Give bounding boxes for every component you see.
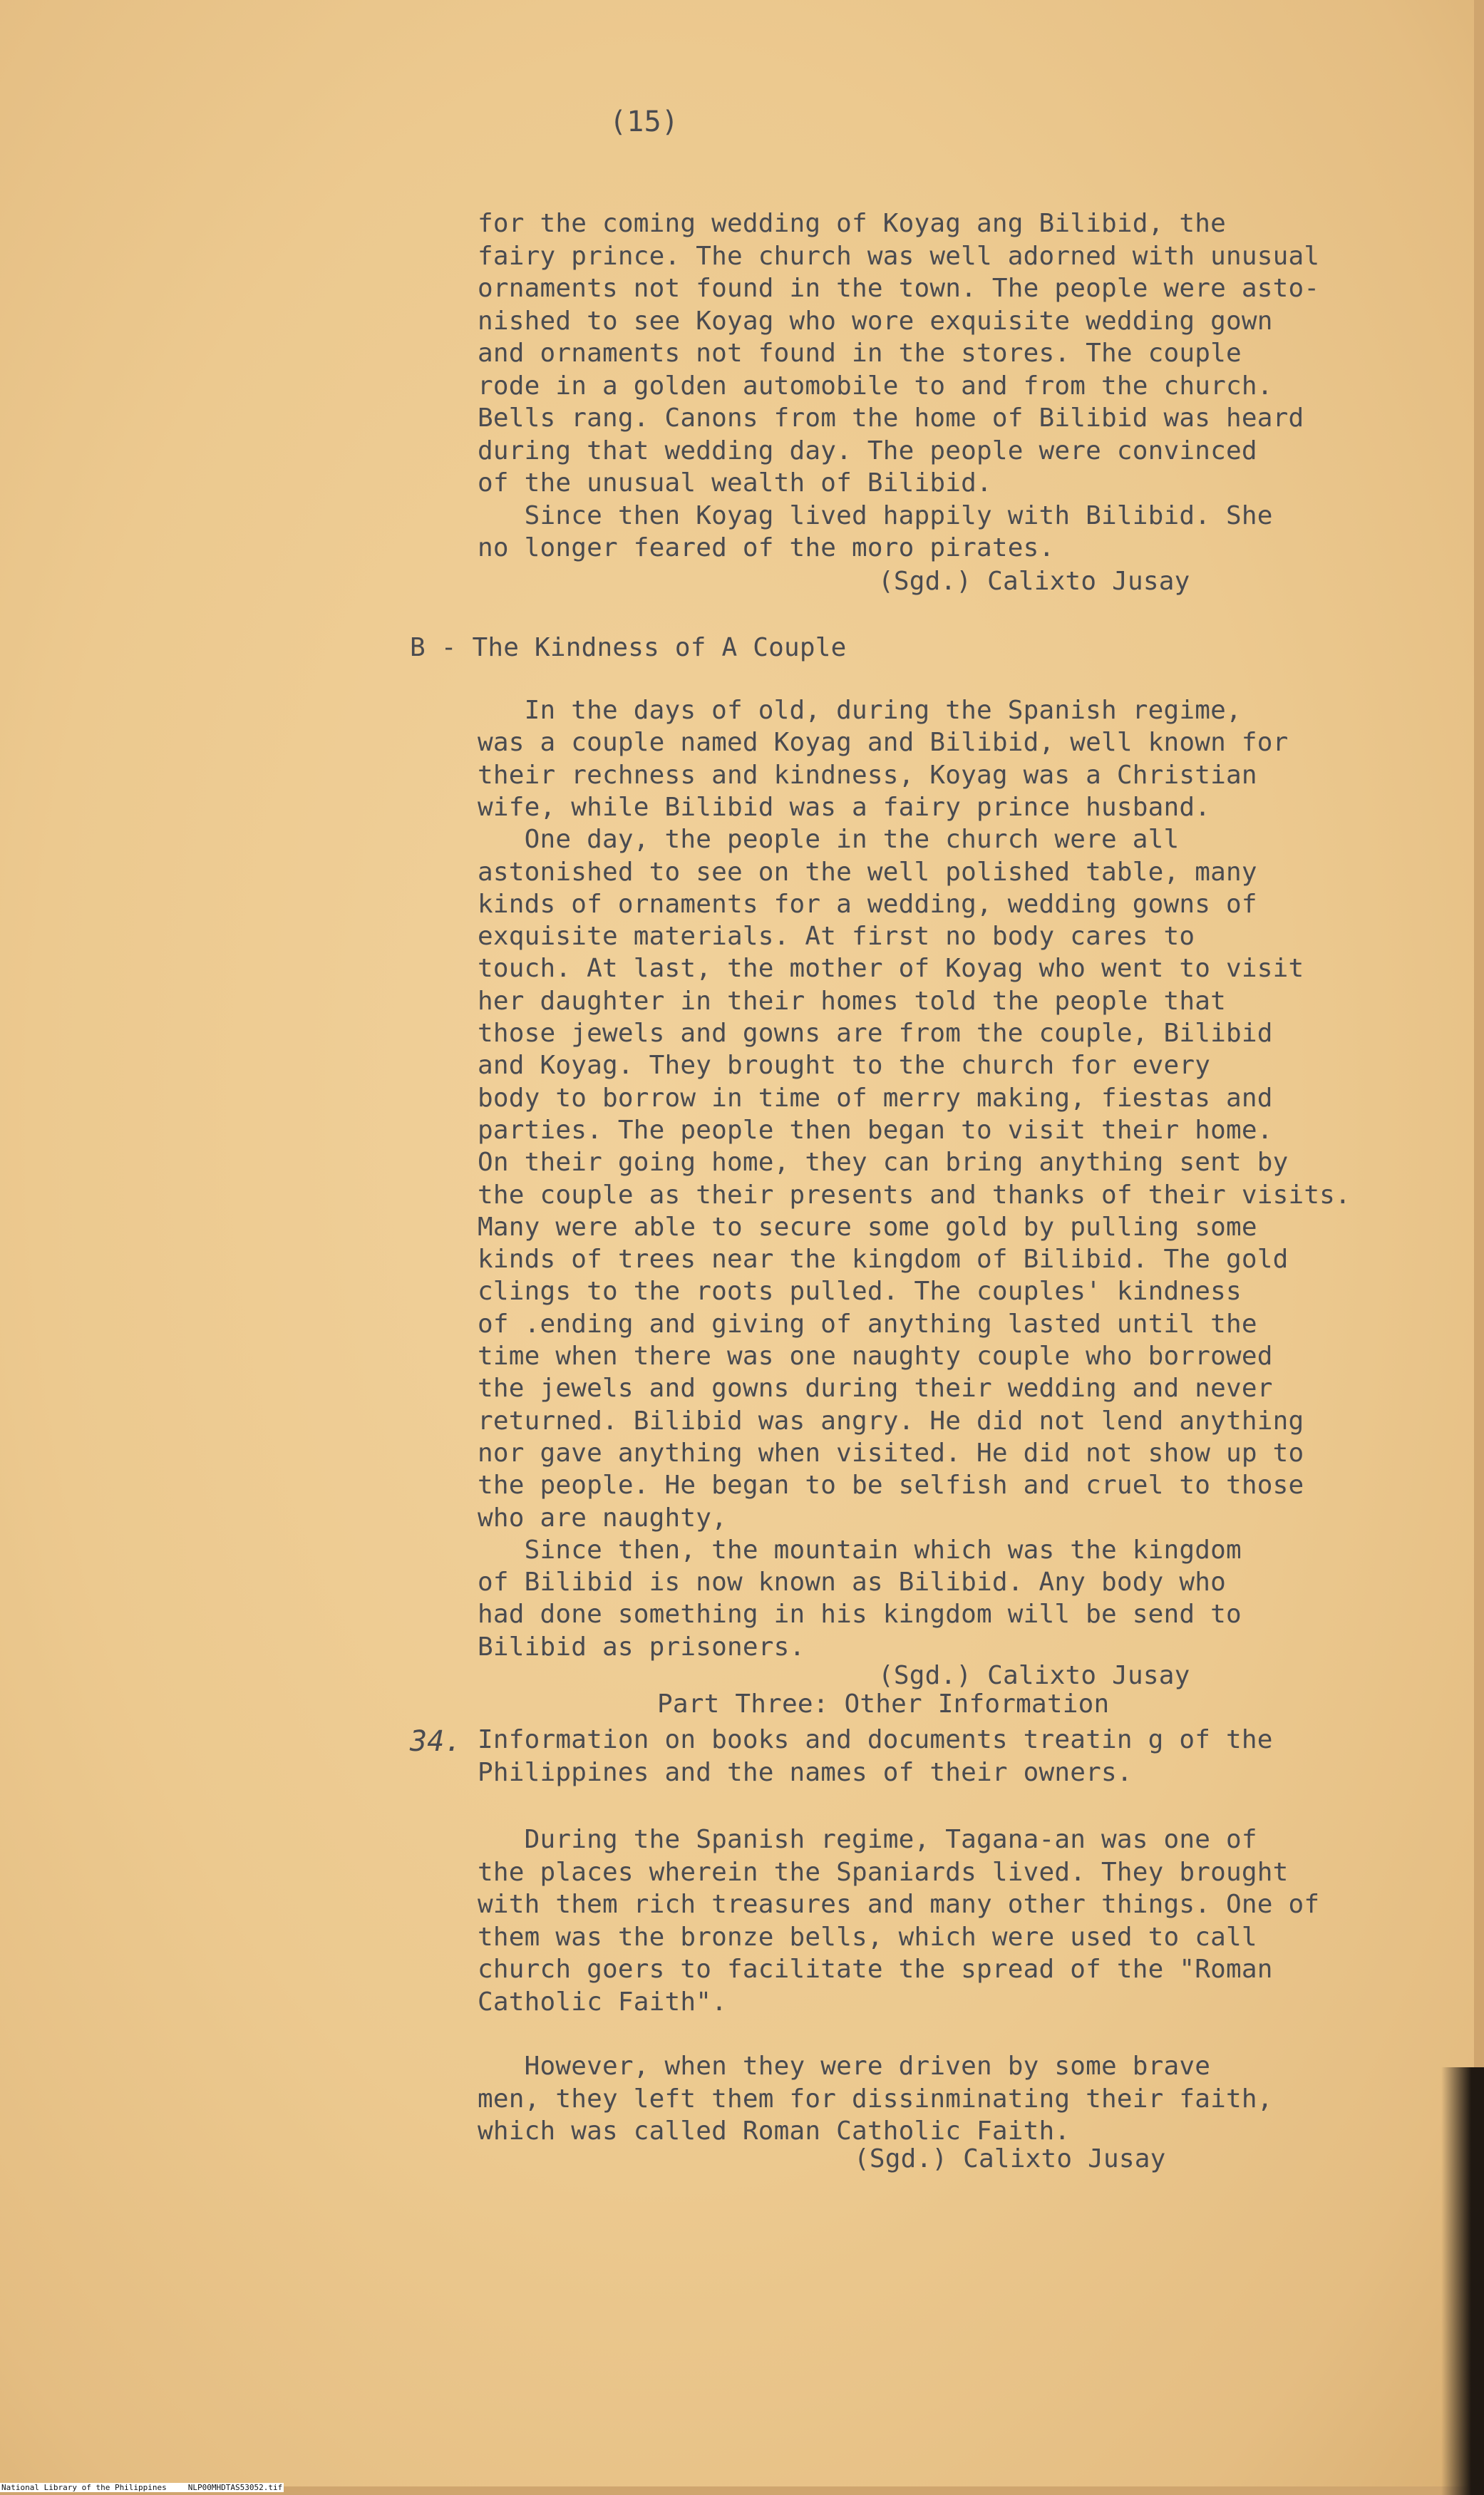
- para_2-line: their rechness and kindness, Koyag was a Christian: [478, 760, 1257, 790]
- para_3-line: with them rich treasures and many other things. One of: [478, 1890, 1320, 1919]
- para_2-line: the jewels and gowns during their wedding and never: [478, 1374, 1273, 1404]
- para_2-line: had done something in his kingdom will be send to: [478, 1600, 1242, 1630]
- para_1-line: of the unusual wealth of Bilibid.: [478, 468, 992, 498]
- para_4-line: which was called Roman Catholic Faith.: [478, 2116, 1071, 2146]
- para_2-line: In the days of old, during the Spanish regime,: [478, 696, 1242, 725]
- para_1-line: fairy prince. The church was well adorned with unusual: [478, 241, 1320, 271]
- para_3-line: the places wherein the Spaniards lived. They brought: [478, 1857, 1289, 1887]
- para_4-line: However, when they were driven by some brave: [478, 2052, 1211, 2081]
- para_2-line: exquisite materials. At first no body cares to: [478, 922, 1195, 952]
- para_2-line: the couple as their presents and thanks of their visits.: [478, 1180, 1351, 1210]
- para_2-line: time when there was one naughty couple who borrowed: [478, 1342, 1273, 1371]
- para_2-line: touch. At last, the mother of Koyag who went to visit: [478, 954, 1304, 984]
- para_2-line: On their going home, they can bring anything sent by: [478, 1148, 1289, 1178]
- para_2-line: who are naughty,: [478, 1503, 727, 1533]
- para_2-line: clings to the roots pulled. The couples' kindness: [478, 1277, 1242, 1307]
- para_2-line: Many were able to secure some gold by pulling some: [478, 1212, 1257, 1242]
- para_2-line: body to borrow in time of merry making, fiestas and: [478, 1083, 1273, 1113]
- para_2-line: kinds of ornaments for a wedding, wedding gowns of: [478, 889, 1257, 919]
- footer-file: NLP00MHDTAS53052.tif: [187, 2483, 283, 2492]
- signature-3: (Sgd.) Calixto Jusay: [854, 2144, 1166, 2174]
- para_4-line: men, they left them for dissinminating their faith,: [478, 2084, 1273, 2114]
- para_2-line: wife, while Bilibid was a fairy prince husband.: [478, 792, 1211, 822]
- para_2-line: Since then, the mountain which was the kingdom: [478, 1535, 1242, 1565]
- footer-library: National Library of the Philippines: [1, 2483, 167, 2492]
- para_2-line: returned. Bilibid was angry. He did not lend anything: [478, 1406, 1304, 1436]
- part-three-heading: Part Three: Other Information: [657, 1689, 1110, 1719]
- para_2-line: One day, the people in the church were all: [478, 825, 1180, 855]
- para_2-line: her daughter in their homes told the people that: [478, 986, 1226, 1016]
- para_1-line: nished to see Koyag who wore exquisite wedding gown: [478, 306, 1273, 336]
- para_1-line: during that wedding day. The people were convinced: [478, 436, 1257, 465]
- section-b-heading: B - The Kindness of A Couple: [410, 633, 847, 662]
- para_2-line: kinds of trees near the kingdom of Bilibid. The gold: [478, 1245, 1289, 1275]
- para_1-line: Bells rang. Canons from the home of Bilibid was heard: [478, 403, 1304, 433]
- signature-1: (Sgd.) Calixto Jusay: [878, 567, 1190, 596]
- item-34-number: 34.: [410, 1725, 462, 1758]
- page-number: (15): [609, 106, 679, 138]
- para_1-line: no longer feared of the moro pirates.: [478, 533, 1055, 562]
- scan-footer: [0, 2483, 284, 2492]
- para_3-line: church goers to facilitate the spread of the "Roman: [478, 1955, 1273, 1984]
- para_1-line: rode in a golden automobile to and from the church.: [478, 371, 1273, 401]
- signature-2: (Sgd.) Calixto Jusay: [878, 1661, 1190, 1690]
- item_34_title-line: Philippines and the names of their owners.: [478, 1757, 1133, 1787]
- scan-edge-shadow: [1441, 2067, 1484, 2495]
- para_2-line: the people. He began to be selfish and cruel to those: [478, 1471, 1304, 1501]
- para_3-line: During the Spanish regime, Tagana-an was one of: [478, 1825, 1257, 1854]
- para_3-line: Catholic Faith".: [478, 1987, 727, 2017]
- para_2-line: was a couple named Koyag and Bilibid, well known for: [478, 728, 1289, 758]
- para_1-line: and ornaments not found in the stores. The couple: [478, 339, 1242, 368]
- para_2-line: and Koyag. They brought to the church for every: [478, 1051, 1211, 1081]
- para_1-line: for the coming wedding of Koyag ang Bilibid, the: [478, 209, 1226, 238]
- para_1-line: ornaments not found in the town. The people were asto-: [478, 274, 1320, 303]
- para_2-line: parties. The people then began to visit their home.: [478, 1115, 1273, 1145]
- para_2-line: of .ending and giving of anything lasted until the: [478, 1309, 1257, 1339]
- para_1-line: Since then Koyag lived happily with Bilibid. She: [478, 500, 1273, 530]
- para_2-line: astonished to see on the well polished table, many: [478, 857, 1257, 887]
- para_2-line: Bilibid as prisoners.: [478, 1632, 805, 1662]
- para_2-line: those jewels and gowns are from the couple, Bilibid: [478, 1019, 1273, 1048]
- para_3-line: them was the bronze bells, which were used to call: [478, 1922, 1257, 1952]
- para_2-line: nor gave anything when visited. He did not show up to: [478, 1438, 1304, 1468]
- para_2-line: of Bilibid is now known as Bilibid. Any body who: [478, 1568, 1226, 1598]
- item_34_title-line: Information on books and documents treatin g of the: [478, 1725, 1273, 1754]
